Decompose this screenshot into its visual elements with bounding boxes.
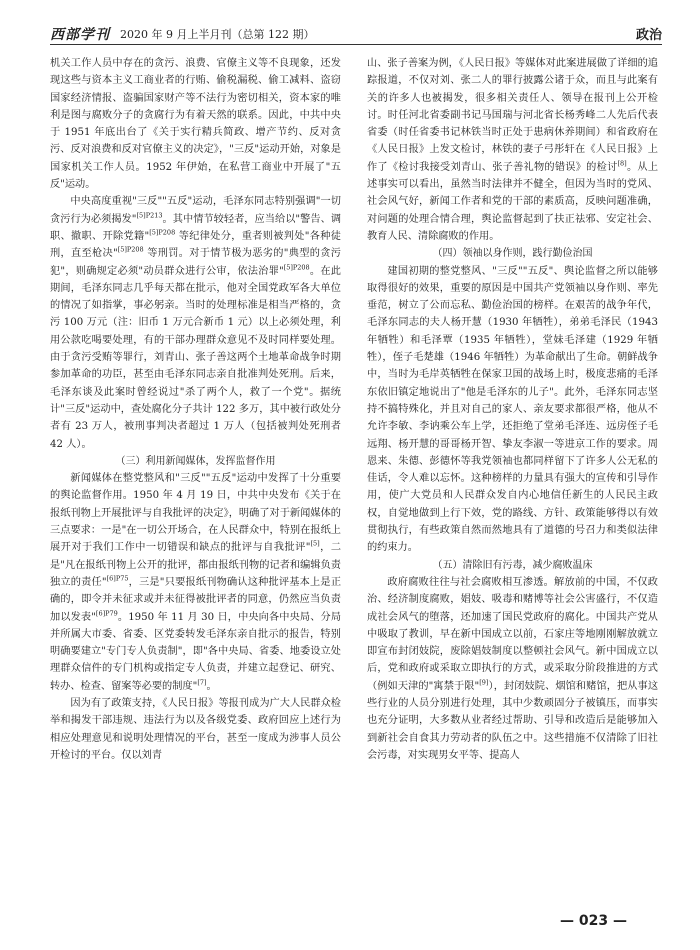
citation-marker: [9] <box>479 678 489 687</box>
page-header <box>50 14 662 45</box>
citation-marker: [6]P75 <box>106 574 129 583</box>
citation-marker: [8] <box>617 159 627 168</box>
section-heading: （三）利用新闻媒体，发挥监督作用 <box>115 455 276 467</box>
citation-marker: [5]P208 <box>283 263 310 272</box>
paragraph: 中央高度重视"三反""五反"运动，毛泽东同志特别强调"一切贪污行为必须揭发"$^{[5]P213}$。其中情节较轻者，应当给以"警告、调职、撤职、开除党籍"$^{[5]P208}$ 等纪律处分，重者则被判处"各种徒刑，直至枪决"$^{[5]P208}$ 等刑罚。对于情节极为恶劣的"典型的贪污犯"，则确规定必须"动员群众进行公审，依法治罪"$^{[5]P208}$。在此期间，毛泽东同志几乎每天都在批示，他对全国党政军各大单位的情况了如指掌，事必躬亲。当时的处理标准是相当严格的，贪污 100 万元（注：旧币 1 万元合新币 1 元）以上必须处理，利用公款吃喝要处理，有的干部办理群众意见不及时同样要处理。由于贪污受贿等罪行，刘青山、张子善这两个土地革命战争时期参加革命的功臣，甚至由毛泽东同志亲自批准判处死刑。后来，毛泽东谈及此案时曾经说过"杀了两个人，救了一个党"。据统计"三反"运动中，查处腐化分子共计 122 多万，其中被行政处分者有 23 万人，被刑事判决者超过 1 万人（包括被判处死刑者 42 人）。 <box>50 196 342 450</box>
paragraph: 机关工作人员中存在的贪污、浪费、官僚主义等不良现象，还发现这些与资本主义工商业者的行贿、偷税漏税、偷工减料、盗窃国家经济情报、盗骗国家财产等不法行为密切相关，资本家的唯利是图与腐败分子的贪腐行为有着天然的联系。因此，中共中央于 1951 年底出台了《关于实行精兵简政、增产节约、反对贪污、反对浪费和反对官僚主义的决定》，"三反"运动开始，对象是国家机关工作人员。1952 年伊始，在私营工商业中开展了"五反"运动。 <box>50 58 341 191</box>
citation-marker: [5]P208 <box>117 245 144 254</box>
citation-marker: [5] <box>310 539 320 548</box>
section-heading: （四）领袖以身作则，践行勤俭治国 <box>432 248 593 260</box>
paragraph: 政府腐败往往与社会腐败相互渗透。解放前的中国，不仅政治、经济制度腐败，娼妓、吸毒和赌博等社会公害盛行，不仅造成社会风气的堕落，还加速了国民党政府的腐化。中国共产党从中吸取了教训，早在新中国成立以前，石家庄等地刚刚解放就立即宣布封闭妓院，废除娼妓制度以整顿社会风气。新中国成立以后，党和政府或采取立即执行的方式，或采取分阶段推进的方式（例如天津的"寓禁于限"[9]），封闭妓院、烟馆和赌馆，把从事这些行业的人员分别进行处理，其中少数顽固分子被镇压，而事实也充分证明，大多数从业者经过帮助、引导和改造后是能够加入到新社会自食其力劳动者的队伍之中。这些措施不仅清除了旧社会污毒，对实现男女平等、提高人 <box>367 576 659 761</box>
paragraph: 因为有了政策支持，《人民日报》等报刊成为广大人民群众检举和揭发干部违规、违法行为以及各级党委、政府回应上述行为相应处理意见和说明处理情况的平台，甚至一度成为涉事人员公开检讨的平台。仅以刘青 <box>50 697 341 761</box>
section-heading: （五）清除旧有污毒，减少腐败温床 <box>432 559 593 571</box>
left-column <box>50 55 341 764</box>
citation-marker: [5]P208 <box>149 228 176 237</box>
paragraph: 山、张子善案为例，《人民日报》等媒体对此案进展做了详细的追踪报道，不仅对刘、张二人的罪行披露公诸于众，而且与此案有关的许多人也被揭发，很多相关责任人、领导在报刊上公开检讨。时任河北省委副书记马国瑞与河北省长杨秀峰二人先后代表省委（时任省委书记林铁当时正处于患病休养期间）和省政府在《人民日报》上发文检讨，林铁的妻子弓彤轩在《人民日报》上作了《检讨我接受刘青山、张子善礼物的错误》的检讨[8]。从上述事实可以看出，虽然当时法律并不健全，但因为当时的党风、社会风气好，新闻工作者和党的干部的素质高，反映问题准确，对问题的处理合情合理，舆论监督起到了扶正祛邪、安定社会、教育人民、清除腐败的作用。 <box>367 58 659 242</box>
paragraph: 新闻媒体在整党整风和"三反""五反"运动中发挥了十分重要的舆论监督作用。1950 年 4 月 19 日，中共中央发布《关于在报纸刊物上开展批评与自我批评的决定》，明确了对于新闻媒体的三点要求：一是"在一切公开场合，在人民群众中，特别在报纸上展开对于我们工作中一切错误和缺点的批评与自我批评"[5]，二是"凡在报纸刊物上公开的批评，都由报纸刊物的记者和编辑负责独立的责任"$^{[6]P75}$，三是"只要报纸刊物确认这种批评基本上是正确的，即令并未征求或并未征得被批评者的同意，仍然应当负责加以发表"$^{[6]P79}$。1950 年 11 月 30 日，中央向各中央局、分局并所属大市委、省委、区党委转发毛泽东亲自批示的报告，特别明确要建立"专门专人负责制"，即"各中央局、省委、地委设立处理群众信件的专门机构或指定专人负责，并建立起登记、研究、转办、检查、留案等必要的制度"[7]。 <box>50 473 342 692</box>
right-column <box>367 55 658 764</box>
citation-marker: [5]P213 <box>136 211 163 220</box>
citation-marker: [6]P79 <box>95 609 118 618</box>
page-number: — 023 — <box>560 913 627 929</box>
section-label: 政治 <box>635 28 662 43</box>
issue-info: 2020 年 9 月上半月刊（总第 122 期） <box>120 28 315 41</box>
journal-logo: 西部学刊 <box>50 27 110 43</box>
paragraph: 建国初期的整党整风、"三反""五反"、舆论监督之所以能够取得很好的效果，重要的原因是中国共产党领袖以身作则、率先垂范，树立了公而忘私、勤俭治国的榜样。在艰苦的战争年代，毛泽东同志的夫人杨开慧（1930 年牺牲），弟弟毛泽民（1943 年牺牲）和毛泽覃（1935 年牺牲），堂妹毛泽建（1929 年牺牲），侄子毛楚雄（1946 年牺牲）为革命献出了生命。朝鲜战争中，当时为毛岸英牺牲在保家卫国的战场上时，极度悲痛的毛泽东依旧镇定地说出了"他是毛泽东的儿子"。此外，毛泽东同志坚持不搞特殊化，并且对自己的家人、亲友要求都很严格，他从不允许李敏、李讷乘公车上学，还拒绝了堂弟毛泽连、远房侄子毛远翔、杨开慧的哥哥杨开智、挚友李淑一等进京工作的要求。周恩来、朱德、彭德怀等我党领袖也都同样留下了许多人公无私的佳话，令人难以忘怀。这种榜样的力量具有强大的宣传和引导作用，使广大党员和人民群众发自内心地信任新生的人民民主政权，自觉地做到上行下效，党的路线、方针、政策能够得以有效贯彻执行，有些政策自然而然地具有了道德的号召力和类似法律的约束力。 <box>367 265 658 554</box>
citation-marker: [7] <box>197 678 207 687</box>
